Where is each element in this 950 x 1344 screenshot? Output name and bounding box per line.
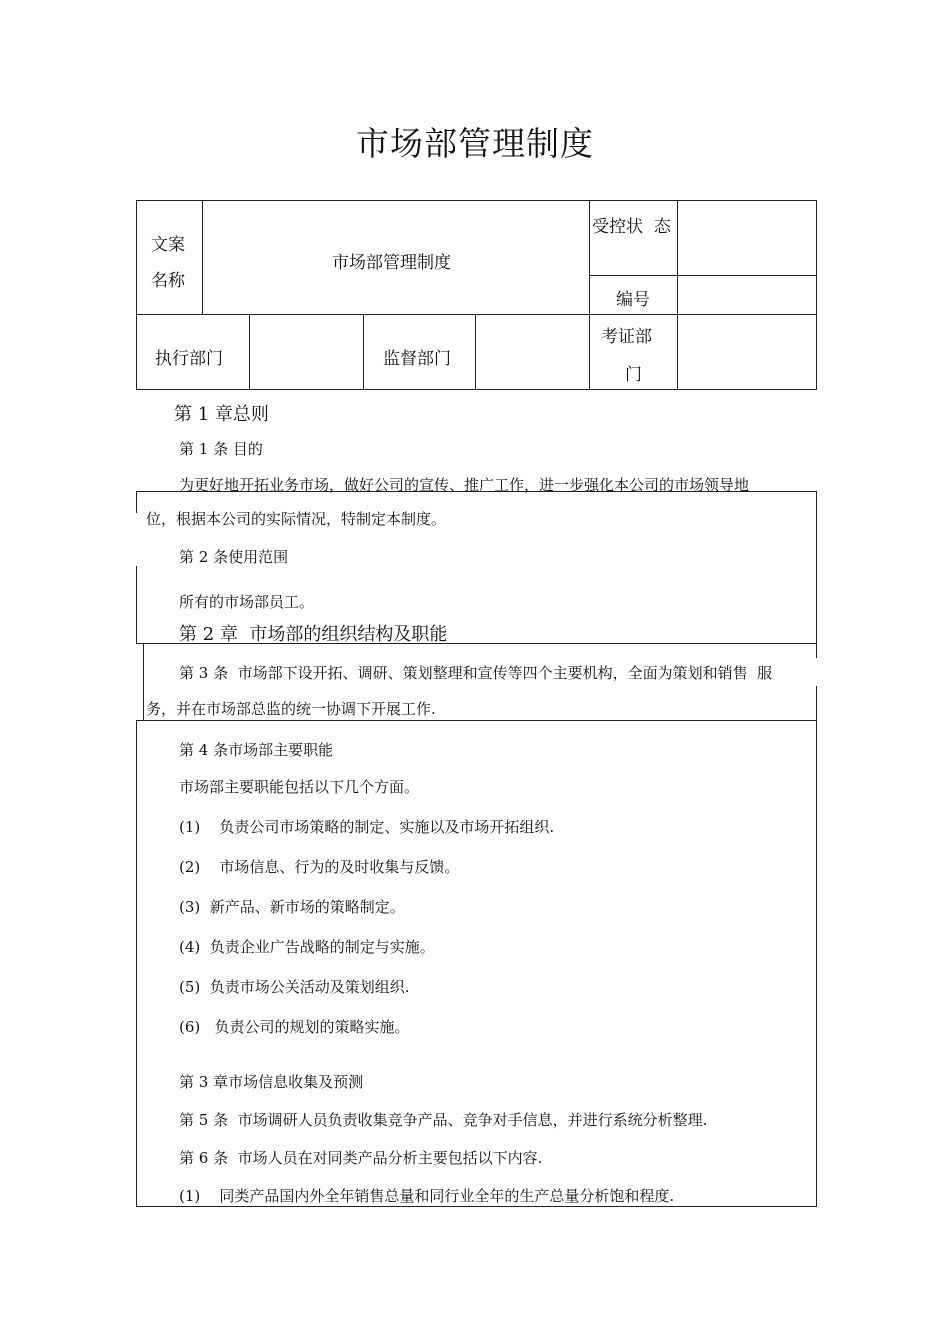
function-item: (4) 负责企业广告战略的制定与实施。 xyxy=(179,938,435,956)
function-item: (1) 负责公司市场策略的制定、实施以及市场开拓组织. xyxy=(179,818,555,836)
article-6-item-1: (1) 同类产品国内外全年销售总量和同行业全年的生产总量分析饱和程度. xyxy=(179,1187,675,1205)
doc-name-label: 文案 xyxy=(151,235,185,255)
article-3-text-1: 第 3 条 市场部下设开拓、调研、策划整理和宣传等四个主要机构，全面为策划和销售 服 xyxy=(179,664,773,682)
doc-name-value: 市场部管理制度 xyxy=(332,253,451,273)
function-item: (6) 负责公司的规划的策略实施。 xyxy=(179,1018,410,1036)
certify-dept-label: 考证部 xyxy=(601,327,652,347)
article-1-text-2: 位，根据本公司的实际情况，特制定本制度。 xyxy=(146,510,447,528)
exec-dept-label: 执行部门 xyxy=(155,349,223,369)
controlled-status-label: 受控状 态 xyxy=(592,217,671,237)
article-5-text: 第 5 条 市场调研人员负责收集竞争产品、竞争对手信息，并进行系统分析整理. xyxy=(179,1111,708,1129)
supervise-dept-label: 监督部门 xyxy=(383,349,451,369)
page-title: 市场部管理制度 xyxy=(356,124,594,163)
article-3-text-2: 务，并在市场部总监的统一协调下开展工作. xyxy=(146,700,436,718)
article-4-intro: 市场部主要职能包括以下几个方面。 xyxy=(179,778,420,796)
function-item: (3) 新产品、新市场的策略制定。 xyxy=(179,898,405,916)
chapter-3-heading: 第 3 章市场信息收集及预测 xyxy=(179,1073,364,1091)
function-item: (2) 市场信息、行为的及时收集与反馈。 xyxy=(179,858,460,876)
article-2-title: 第 2 条使用范围 xyxy=(179,548,289,566)
function-item: (5) 负责市场公关活动及策划组织. xyxy=(179,978,410,996)
article-2-text: 所有的市场部员工。 xyxy=(179,593,315,611)
article-6-text: 第 6 条 市场人员在对同类产品分析主要包括以下内容. xyxy=(179,1149,543,1167)
article-1-title: 第 1 条 目的 xyxy=(179,440,263,458)
doc-name-label-2: 名称 xyxy=(151,271,185,291)
chapter-2-heading: 第 2 章 市场部的组织结构及职能 xyxy=(179,624,448,645)
number-label: 编号 xyxy=(616,290,650,310)
certify-dept-label-2: 门 xyxy=(625,365,642,385)
article-1-text-1: 为更好地开拓业务市场，做好公司的宣传、推广工作，进一步强化本公司的市场领导地 xyxy=(179,476,750,494)
article-4-title: 第 4 条市场部主要职能 xyxy=(179,741,334,759)
chapter-1-heading: 第 1 章总则 xyxy=(174,404,269,425)
